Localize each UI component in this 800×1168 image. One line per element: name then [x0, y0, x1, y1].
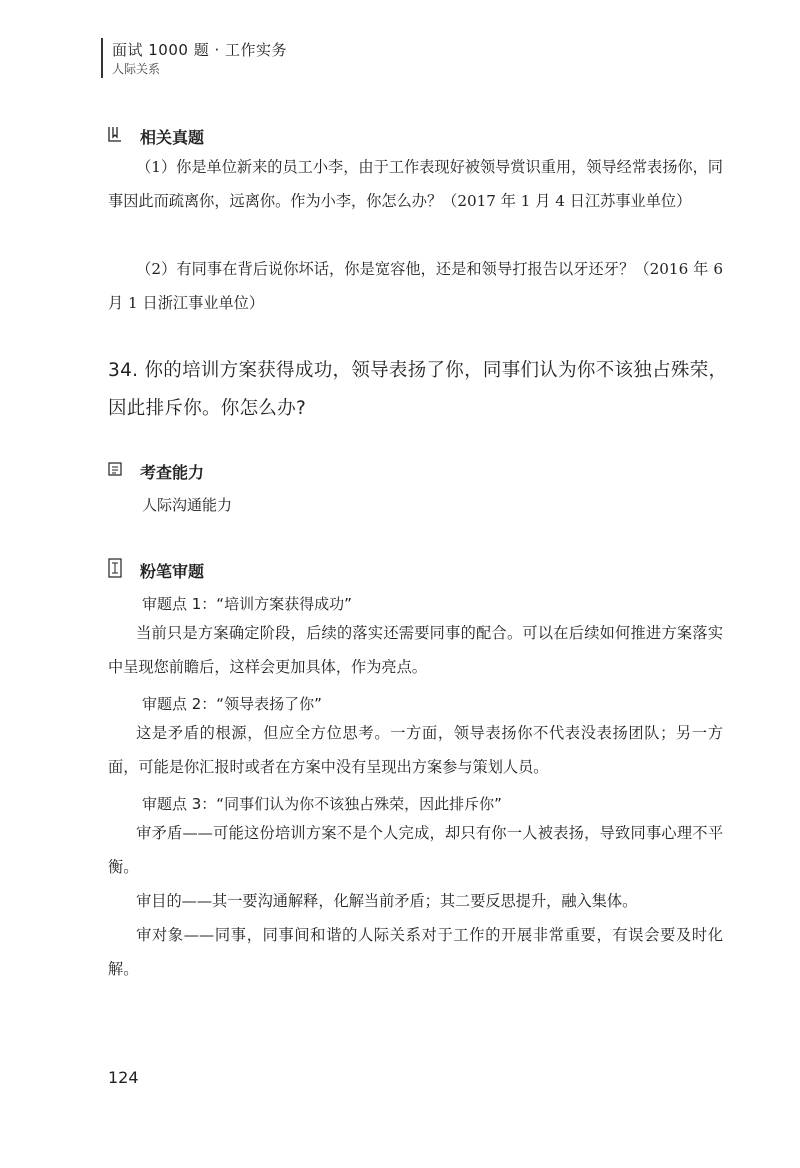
analysis-point-2-text: 这是矛盾的根源，但应全方位思考。一方面，领导表扬你不代表没表扬团队；另一方面，可能是你汇报时或者在方案中没有呈现出方案参与策划人员。	[108, 724, 723, 776]
book-title: 面试 1000 题 · 工作实务	[112, 41, 288, 59]
section-title-ability: 考查能力	[140, 463, 205, 482]
question-title: 34. 你的培训方案获得成功，领导表扬了你，同事们认为你不该独占殊荣，因此排斥你。你怎么办?	[108, 360, 728, 419]
related-item-2: （2）有同事在背后说你坏话，你是宽容他，还是和领导打报告以牙还牙？（2016 年 6 月 1 日浙江事业单位）	[108, 260, 723, 312]
header-divider	[101, 38, 103, 78]
analysis-target: 审对象——同事，同事间和谐的人际关系对于工作的开展非常重要，有误会要及时化解。	[108, 926, 723, 978]
analysis-purpose: 审目的——其一要沟通解释，化解当前矛盾；其二要反思提升，融入集体。	[136, 892, 638, 910]
related-item-1: （1）你是单位新来的员工小李，由于工作表现好被领导赏识重用，领导经常表扬你，同事因此而疏离你，远离你。作为小李，你怎么办？（2017 年 1 月 4 日江苏事业单位）	[108, 158, 723, 210]
chapter-title: 人际关系	[112, 62, 161, 76]
pencil-icon	[108, 558, 122, 578]
page-number: 124	[108, 1068, 139, 1087]
analysis-point-3-label: 审题点 3：“同事们认为你不该独占殊荣，因此排斥你”	[142, 795, 502, 813]
analysis-point-1-label: 审题点 1：“培训方案获得成功”	[142, 595, 352, 613]
section-title-related: 相关真题	[140, 128, 205, 147]
ability-content: 人际沟通能力	[142, 496, 233, 514]
section-title-analysis: 粉笔审题	[140, 562, 205, 581]
analysis-point-1-text: 当前只是方案确定阶段，后续的落实还需要同事的配合。可以在后续如何推进方案落实中呈现您前瞻后，这样会更加具体，作为亮点。	[108, 624, 723, 676]
analysis-contradiction: 审矛盾——可能这份培训方案不是个人完成，却只有你一人被表扬，导致同事心理不平衡。	[108, 824, 723, 876]
checklist-icon	[108, 461, 122, 477]
bookmark-icon	[108, 126, 122, 142]
analysis-point-2-label: 审题点 2：“领导表扬了你”	[142, 695, 322, 713]
